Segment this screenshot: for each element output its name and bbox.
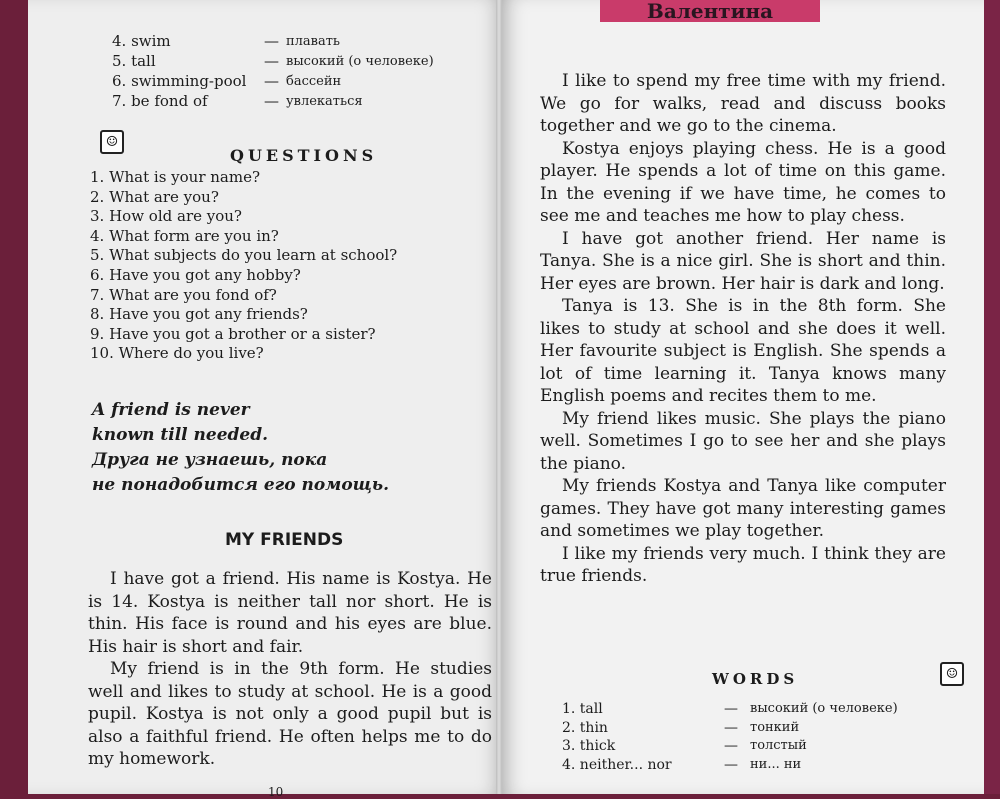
word-row: 4. neither... nor — ни... ни bbox=[562, 756, 802, 773]
proverb-en-line: known till needed. bbox=[92, 425, 269, 445]
book-cover-edge bbox=[984, 0, 1000, 794]
vocab-list-top bbox=[112, 32, 434, 112]
proverb-en-line: A friend is never bbox=[92, 400, 250, 420]
proverb-ru-line: Друга не узнаешь, пока bbox=[92, 450, 328, 470]
questions-list bbox=[90, 168, 397, 364]
book-spine bbox=[496, 0, 502, 794]
running-head: Валентина bbox=[600, 0, 820, 22]
page-number: 10 bbox=[268, 785, 284, 799]
paragraph: Kostya enjoys playing chess. He is a good player. He spends a lot of time on this game. In the evening if we have time, he comes to see me and teaches me how to play chess. bbox=[540, 138, 946, 226]
paragraph: I like to spend my free time with my friend. We go for walks, read and discuss books together and we go to the cinema. bbox=[540, 71, 946, 136]
question-item: 5. What subjects do you learn at school? bbox=[90, 246, 398, 265]
question-item: 7. What are you fond of? bbox=[90, 285, 277, 304]
paragraph: My friend likes music. She plays the piano well. Sometimes I go to see her and she plays the piano. bbox=[540, 408, 946, 474]
smiley-icon: ☺ bbox=[940, 662, 964, 686]
paragraph: My friends Kostya and Tanya like computer games. They have got many interesting games and sometimes we play together. bbox=[540, 476, 946, 541]
question-item: 4. What form are you in? bbox=[90, 226, 279, 245]
question-item: 8. Have you got any friends? bbox=[90, 305, 308, 324]
vocab-row: 4. swim — плавать bbox=[112, 32, 341, 50]
vocab-row: 6. swimming-pool — бассейн bbox=[112, 72, 342, 90]
smiley-icon: ☺ bbox=[100, 130, 124, 154]
paragraph: I have got another friend. Her name is Tanya. She is a nice girl. She is short and thin. Her eyes are brown. Her hair is dark and long. bbox=[540, 228, 946, 294]
question-item: 3. How old are you? bbox=[90, 207, 242, 226]
word-row: 2. thin — тонкий bbox=[562, 719, 800, 736]
paragraph: My friend is in the 9th form. He studies well and likes to study at school. He is a good pupil. Kostya is not only a good pupil but is also a faithful friend. He often helps me to do my homework. bbox=[88, 659, 492, 769]
vocab-row: 7. be fond of — увлекаться bbox=[112, 92, 363, 110]
question-item: 6. Have you got any hobby? bbox=[90, 265, 301, 284]
paragraph: I have got a friend. His name is Kostya. He is 14. Kostya is neither tall nor short. He is thin. His face is round and his eyes are blue. His hair is short and fair. bbox=[88, 569, 492, 657]
word-row: 3. thick — толстый bbox=[562, 738, 807, 754]
proverb-ru-line: не понадобится его помощь. bbox=[92, 475, 390, 495]
left-body-text bbox=[88, 568, 492, 771]
question-item: 9. Have you got a brother or a sister? bbox=[90, 324, 376, 343]
text-title: MY FRIENDS bbox=[225, 530, 344, 550]
questions-heading: QUESTIONS bbox=[230, 146, 378, 165]
question-item: 2. What are you? bbox=[90, 187, 219, 206]
words-heading: WORDS bbox=[712, 670, 799, 688]
vocab-row: 5. tall — высокий (о человеке) bbox=[112, 52, 434, 70]
paragraph: I like my friends very much. I think they are true friends. bbox=[540, 543, 946, 586]
proverb bbox=[92, 398, 389, 498]
question-item: 1. What is your name? bbox=[90, 168, 261, 186]
word-row: 1. tall — высокий (о человеке) bbox=[562, 701, 898, 717]
right-body-text bbox=[540, 70, 946, 588]
paragraph: Tanya is 13. She is in the 8th form. She likes to study at school and she does it well. Her favourite subject is English. She spends a lot of time learning it. Tanya knows many English poems and recites them to me. bbox=[540, 296, 946, 406]
words-list bbox=[562, 700, 898, 774]
question-item: 10. Where do you live? bbox=[90, 344, 264, 363]
